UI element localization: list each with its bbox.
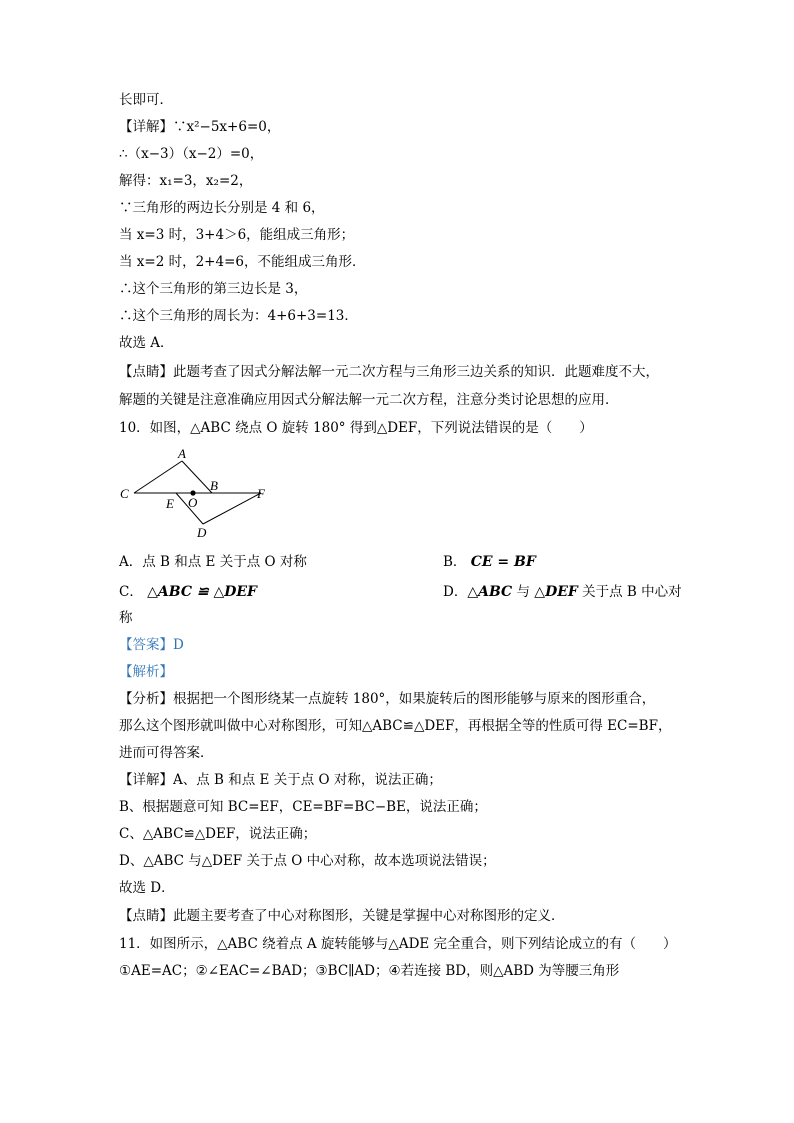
detail-line: 故选 D． — [119, 880, 175, 896]
option-d-suffix: 关于点 B 中心对 — [577, 584, 682, 600]
text-line: 【详解】∵x²−5x+6=0， — [119, 119, 281, 135]
text-line: ∴这个三角形的第三边长是 3， — [119, 281, 308, 297]
label-d: D — [197, 525, 207, 540]
line-ab — [182, 461, 212, 493]
detail-line: 【详解】A、点 B 和点 E 关于点 O 对称，说法正确； — [119, 772, 442, 788]
option-d-prefix: D． — [443, 584, 468, 600]
text-line: 当 x=2 时，2+4=6，不能组成三角形． — [119, 254, 366, 270]
detail-line: C、△ABC≌△DEF，说法正确； — [119, 826, 317, 842]
analysis-line: 【分析】根据把一个图形绕某一点旋转 180°，如果旋转后的图形能够与原来的图形重合， — [119, 691, 656, 707]
label-o: O — [188, 495, 198, 510]
option-d-mid: 与 — [512, 584, 535, 600]
analysis-line: 那么这个图形就叫做中心对称图形，可知△ABC≌△DEF，再根据全等的性质可得 EC=BF， — [119, 718, 672, 734]
option-a: A．点 B 和点 E 关于点 O 对称 — [119, 554, 307, 570]
option-c-math: △ABC ≌ △DEF — [147, 584, 258, 600]
rotation-figure — [116, 444, 286, 544]
label-b: B — [210, 478, 218, 493]
text-line: 当 x=3 时，3+4＞6，能组成三角形； — [119, 227, 355, 243]
remark-line: 【点睛】此题主要考查了中心对称图形，关键是掌握中心对称图形的定义． — [119, 908, 565, 924]
option-d — [443, 582, 682, 602]
text-line: 长即可． — [119, 92, 173, 108]
text-line: ∵三角形的两边长分别是 4 和 6， — [119, 200, 325, 216]
question-11-items: ①AE=AC；②∠EAC=∠BAD；③BC∥AD；④若连接 BD，则△ABD 为等腰三角形 — [119, 963, 620, 979]
text-line: 解题的关键是注意准确应用因式分解法解一元二次方程，注意分类讨论思想的应用． — [119, 392, 619, 408]
label-e: E — [166, 496, 174, 511]
label-f: F — [257, 486, 265, 501]
answer-label: 【答案】D — [119, 637, 184, 653]
label-c: C — [120, 486, 129, 501]
option-d-math-2: △DEF — [534, 584, 578, 600]
option-c-prefix: C． — [119, 584, 143, 600]
option-c — [119, 582, 257, 602]
text-line: ∴（x−3）（x−2）=0， — [119, 146, 264, 162]
detail-line: B、根据题意可知 BC=EF，CE=BF=BC−BE，说法正确； — [119, 799, 487, 815]
analysis-line: 进而可得答案． — [119, 745, 214, 761]
option-b-math: CE = BF — [470, 554, 536, 570]
text-line: 解得：x₁=3，x₂=2， — [119, 173, 253, 189]
option-d-math-1: △ABC — [467, 584, 513, 600]
question-10-stem: 10．如图，△ABC 绕点 O 旋转 180° 得到△DEF，下列说法错误的是（ ） — [119, 420, 593, 436]
line-ca — [134, 461, 182, 493]
analysis-label: 【解析】 — [119, 664, 173, 680]
question-11-stem: 11．如图所示，△ABC 绕着点 A 旋转能够与△ADE 完全重合，则下列结论成立的有（ ） — [119, 936, 677, 952]
text-line: 【点睛】此题考查了因式分解法解一元二次方程与三角形三边关系的知识．此题难度不大， — [119, 364, 659, 380]
text-line: 故选 A． — [119, 335, 174, 351]
option-d-wrap: 称 — [119, 610, 133, 626]
label-a: A — [178, 446, 186, 461]
option-b-prefix: B． — [443, 554, 467, 570]
line-df — [203, 493, 261, 524]
option-b — [443, 552, 536, 572]
text-line: ∴这个三角形的周长为：4+6+3=13． — [119, 308, 358, 324]
detail-line: D、△ABC 与△DEF 关于点 O 中心对称，故本选项说法错误； — [119, 853, 496, 869]
